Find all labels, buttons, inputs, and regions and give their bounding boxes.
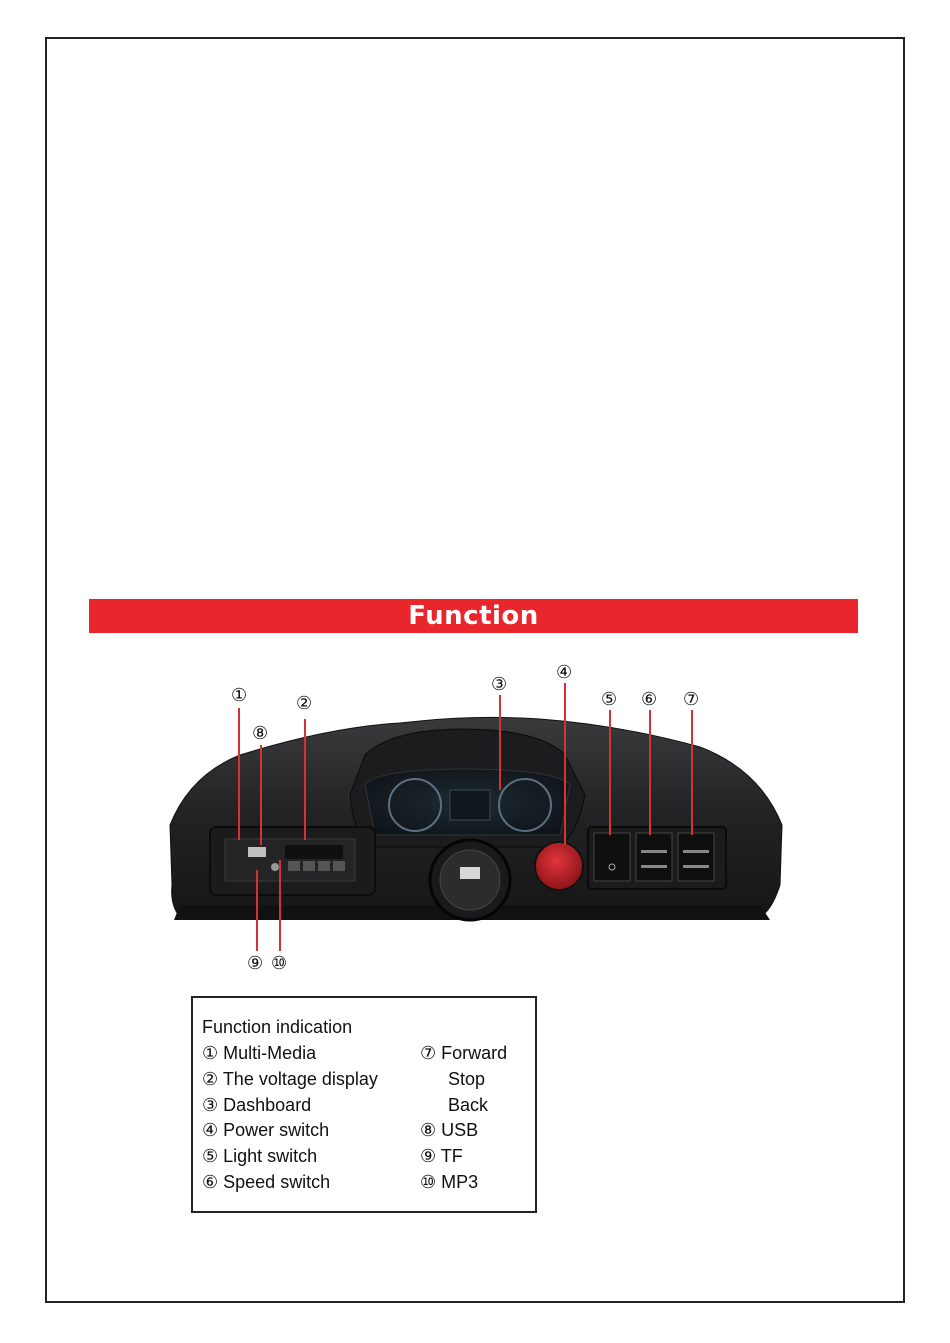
legend-item-usb: ⑧ USB	[420, 1120, 479, 1140]
instrument-hood	[350, 729, 585, 847]
legend-item-forward: ⑦ Forward	[420, 1043, 508, 1063]
legend-item-speed-switch: ⑥ Speed switch	[202, 1172, 331, 1192]
callout-6: ⑥	[641, 689, 658, 710]
legend-item-voltage-display: ② The voltage display	[202, 1069, 378, 1089]
callout-2: ②	[296, 693, 313, 714]
legend-heading: Function indication	[202, 1017, 353, 1037]
callout-5: ⑤	[601, 689, 618, 710]
dashboard-illustration	[160, 655, 800, 985]
callout-7: ⑦	[683, 689, 700, 710]
callout-8: ⑧	[252, 723, 269, 744]
callout-3: ③	[491, 674, 508, 695]
switch-panel	[588, 827, 726, 889]
legend-item-light-switch: ⑤ Light switch	[202, 1146, 318, 1166]
dashboard-figure	[160, 655, 800, 985]
callout-4: ④	[556, 662, 573, 683]
legend-item-back: Back	[448, 1095, 489, 1115]
legend-item-multi-media: ① Multi-Media	[202, 1043, 317, 1063]
power-switch-illustration	[535, 842, 583, 890]
multimedia-panel	[210, 827, 375, 895]
callout-1: ①	[231, 685, 248, 706]
legend-item-dashboard: ③ Dashboard	[202, 1095, 312, 1115]
section-title: Function	[408, 601, 539, 631]
callout-9: ⑨	[247, 953, 264, 974]
callout-10: ⑩	[271, 953, 288, 974]
function-legend	[191, 996, 537, 1213]
legend-item-mp3: ⑩ MP3	[420, 1172, 479, 1192]
steering-hub	[430, 840, 510, 920]
legend-item-tf: ⑨ TF	[420, 1146, 463, 1166]
legend-item-power-switch: ④ Power switch	[202, 1120, 330, 1140]
legend-item-stop: Stop	[448, 1069, 486, 1089]
section-header-bar	[89, 599, 858, 633]
